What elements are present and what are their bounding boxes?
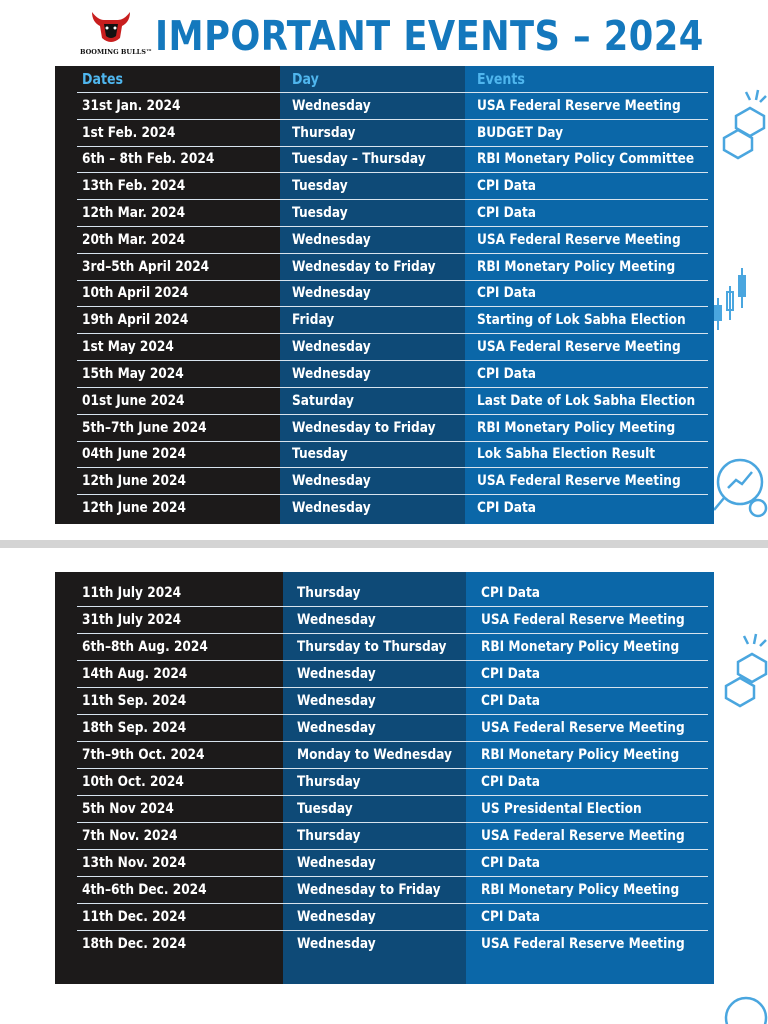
date-cell: 1st Feb. 2024 bbox=[82, 125, 176, 141]
table-row bbox=[55, 607, 714, 634]
event-cell: CPI Data bbox=[481, 693, 541, 709]
date-cell: 10th Oct. 2024 bbox=[82, 774, 184, 790]
date-cell: 5th–7th June 2024 bbox=[82, 420, 207, 436]
date-cell: 4th–6th Dec. 2024 bbox=[82, 882, 207, 898]
table-row bbox=[55, 661, 714, 688]
page-separator bbox=[0, 540, 768, 548]
date-cell: 20th Mar. 2024 bbox=[82, 232, 186, 248]
event-cell: USA Federal Reserve Meeting bbox=[477, 473, 681, 489]
header-events: Events bbox=[477, 70, 525, 88]
events-table-1 bbox=[55, 66, 714, 524]
table-row bbox=[55, 580, 714, 607]
analytics-magnifier-icon bbox=[712, 988, 768, 1024]
table-row bbox=[55, 254, 714, 281]
table-row bbox=[55, 742, 714, 769]
date-cell: 1st May 2024 bbox=[82, 339, 174, 355]
logo-text: BOOMING BULLS™ bbox=[80, 48, 153, 56]
day-cell: Wednesday bbox=[292, 232, 371, 248]
table-row bbox=[55, 120, 714, 147]
event-cell: CPI Data bbox=[477, 500, 537, 516]
day-cell: Tuesday bbox=[292, 446, 348, 462]
day-cell: Tuesday bbox=[297, 801, 353, 817]
table-row bbox=[55, 415, 714, 442]
date-cell: 11th Sep. 2024 bbox=[82, 693, 187, 709]
day-cell: Wednesday bbox=[292, 285, 371, 301]
page-title: IMPORTANT EVENTS – 2024 bbox=[155, 12, 704, 60]
event-cell: USA Federal Reserve Meeting bbox=[477, 98, 681, 114]
table-row bbox=[55, 280, 714, 307]
day-cell: Thursday bbox=[297, 828, 361, 844]
event-cell: RBI Monetary Policy Meeting bbox=[481, 882, 680, 898]
date-cell: 14th Aug. 2024 bbox=[82, 666, 188, 682]
event-cell: CPI Data bbox=[477, 285, 537, 301]
event-cell: CPI Data bbox=[481, 855, 541, 871]
event-cell: Starting of Lok Sabha Election bbox=[477, 312, 686, 328]
gold-bars-icon bbox=[716, 628, 768, 718]
date-cell: 01st June 2024 bbox=[82, 393, 185, 409]
day-cell: Wednesday bbox=[292, 500, 371, 516]
table-row bbox=[55, 441, 714, 468]
day-cell: Wednesday bbox=[297, 720, 376, 736]
day-cell: Wednesday bbox=[292, 339, 371, 355]
gold-bars-icon bbox=[716, 86, 768, 166]
day-cell: Tuesday bbox=[292, 178, 348, 194]
table-row bbox=[55, 688, 714, 715]
header-day: Day bbox=[292, 70, 319, 88]
event-cell: USA Federal Reserve Meeting bbox=[481, 936, 685, 952]
table-row bbox=[55, 931, 714, 958]
day-cell: Wednesday bbox=[297, 693, 376, 709]
date-cell: 12th June 2024 bbox=[82, 500, 186, 516]
day-cell: Thursday bbox=[297, 585, 361, 601]
event-cell: CPI Data bbox=[481, 774, 541, 790]
day-cell: Wednesday to Friday bbox=[292, 420, 436, 436]
date-cell: 04th June 2024 bbox=[82, 446, 186, 462]
event-cell: RBI Monetary Policy Meeting bbox=[477, 259, 676, 275]
table-row bbox=[55, 173, 714, 200]
date-cell: 7th Nov. 2024 bbox=[82, 828, 178, 844]
date-cell: 31th July 2024 bbox=[82, 612, 182, 628]
day-cell: Thursday bbox=[292, 125, 356, 141]
table-row bbox=[55, 823, 714, 850]
event-cell: CPI Data bbox=[477, 205, 537, 221]
date-cell: 7th–9th Oct. 2024 bbox=[82, 747, 205, 763]
table-row bbox=[55, 769, 714, 796]
date-cell: 31st Jan. 2024 bbox=[82, 98, 181, 114]
event-cell: USA Federal Reserve Meeting bbox=[481, 720, 685, 736]
event-cell: CPI Data bbox=[481, 585, 541, 601]
date-cell: 11th July 2024 bbox=[82, 585, 182, 601]
day-cell: Wednesday bbox=[297, 666, 376, 682]
event-cell: CPI Data bbox=[477, 366, 537, 382]
day-cell: Wednesday bbox=[297, 909, 376, 925]
event-cell: US Presidental Election bbox=[481, 801, 642, 817]
date-cell: 12th June 2024 bbox=[82, 473, 186, 489]
event-cell: BUDGET Day bbox=[477, 125, 564, 141]
event-cell: USA Federal Reserve Meeting bbox=[481, 612, 685, 628]
day-cell: Thursday to Thursday bbox=[297, 639, 447, 655]
day-cell: Tuesday – Thursday bbox=[292, 151, 426, 167]
table-row bbox=[55, 307, 714, 334]
day-cell: Wednesday bbox=[292, 366, 371, 382]
table-row bbox=[55, 850, 714, 877]
header-dates: Dates bbox=[82, 70, 124, 88]
table-row bbox=[55, 146, 714, 173]
day-cell: Wednesday bbox=[297, 936, 376, 952]
day-cell: Friday bbox=[292, 312, 335, 328]
table-row bbox=[55, 715, 714, 742]
event-cell: Lok Sabha Election Result bbox=[477, 446, 656, 462]
event-cell: USA Federal Reserve Meeting bbox=[477, 232, 681, 248]
date-cell: 13th Feb. 2024 bbox=[82, 178, 186, 194]
event-cell: RBI Monetary Policy Meeting bbox=[477, 420, 676, 436]
date-cell: 18th Sep. 2024 bbox=[82, 720, 187, 736]
date-cell: 19th April 2024 bbox=[82, 312, 189, 328]
table-row bbox=[55, 796, 714, 823]
table-row bbox=[55, 361, 714, 388]
day-cell: Monday to Wednesday bbox=[297, 747, 453, 763]
event-cell: RBI Monetary Policy Meeting bbox=[481, 639, 680, 655]
page-2 bbox=[0, 548, 768, 1024]
date-cell: 18th Dec. 2024 bbox=[82, 936, 187, 952]
table-row bbox=[55, 904, 714, 931]
date-cell: 6th – 8th Feb. 2024 bbox=[82, 151, 215, 167]
table-row bbox=[55, 495, 714, 522]
date-cell: 3rd–5th April 2024 bbox=[82, 259, 210, 275]
event-cell: RBI Monetary Policy Committee bbox=[477, 151, 695, 167]
booming-bulls-logo bbox=[80, 8, 153, 60]
day-cell: Wednesday bbox=[297, 855, 376, 871]
date-cell: 15th May 2024 bbox=[82, 366, 184, 382]
date-cell: 5th Nov 2024 bbox=[82, 801, 174, 817]
day-cell: Wednesday to Friday bbox=[297, 882, 441, 898]
event-cell: CPI Data bbox=[477, 178, 537, 194]
date-cell: 12th Mar. 2024 bbox=[82, 205, 186, 221]
day-cell: Saturday bbox=[292, 393, 355, 409]
event-cell: CPI Data bbox=[481, 666, 541, 682]
day-cell: Tuesday bbox=[292, 205, 348, 221]
table-header bbox=[55, 66, 714, 93]
date-cell: 11th Dec. 2024 bbox=[82, 909, 187, 925]
table-row bbox=[55, 227, 714, 254]
table-row bbox=[55, 877, 714, 904]
event-cell: USA Federal Reserve Meeting bbox=[477, 339, 681, 355]
day-cell: Wednesday bbox=[292, 98, 371, 114]
day-cell: Wednesday to Friday bbox=[292, 259, 436, 275]
date-cell: 13th Nov. 2024 bbox=[82, 855, 186, 871]
date-cell: 10th April 2024 bbox=[82, 285, 189, 301]
day-cell: Wednesday bbox=[292, 473, 371, 489]
event-cell: Last Date of Lok Sabha Election bbox=[477, 393, 696, 409]
date-cell: 6th–8th Aug. 2024 bbox=[82, 639, 208, 655]
event-cell: RBI Monetary Policy Meeting bbox=[481, 747, 680, 763]
table-row bbox=[55, 388, 714, 415]
analytics-magnifier-icon bbox=[710, 450, 768, 526]
table-row bbox=[55, 93, 714, 120]
day-cell: Thursday bbox=[297, 774, 361, 790]
table-row bbox=[55, 334, 714, 361]
table-row bbox=[55, 200, 714, 227]
event-cell: USA Federal Reserve Meeting bbox=[481, 828, 685, 844]
table-row bbox=[55, 468, 714, 495]
event-cell: CPI Data bbox=[481, 909, 541, 925]
events-table-2 bbox=[55, 572, 714, 984]
table-row bbox=[55, 634, 714, 661]
day-cell: Wednesday bbox=[297, 612, 376, 628]
